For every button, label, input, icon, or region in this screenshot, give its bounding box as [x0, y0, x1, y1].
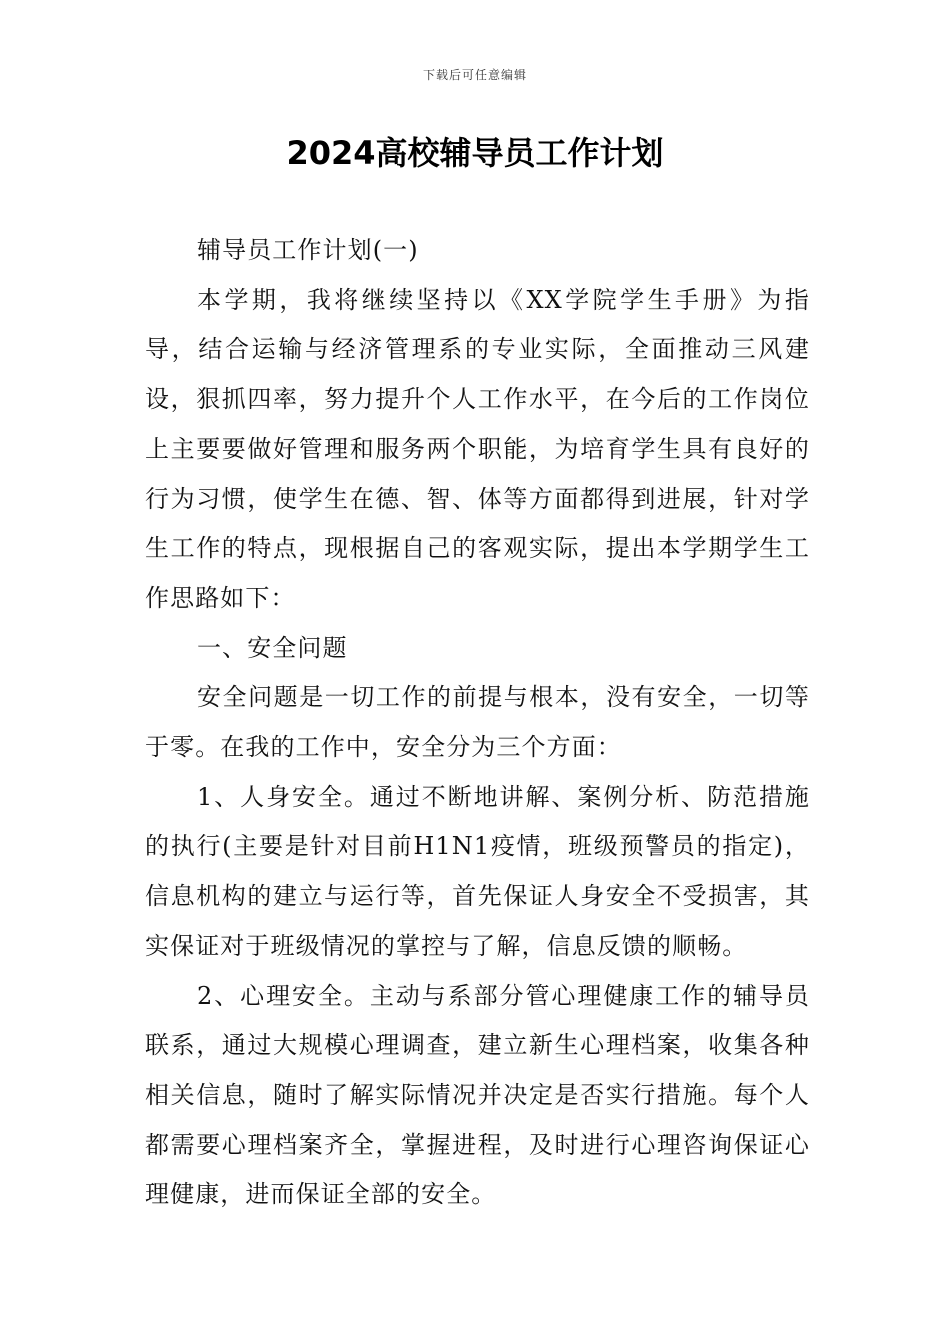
body-paragraph: 2、心理安全。主动与系部分管心理健康工作的辅导员联系，通过大规模心理调查，建立新生心理档案，收集各种相关信息，随时了解实际情况并决定是否实行措施。每个人都需要心理档案齐全，掌握进程，及时进行心理咨询保证心理健康，进而保证全部的安全。	[145, 981, 810, 1209]
document-body	[145, 226, 810, 1220]
body-paragraph: 本学期，我将继续坚持以《XX学院学生手册》为指导，结合运输与经济管理系的专业实际，全面推动三风建设，狠抓四率，努力提升个人工作水平，在今后的工作岗位上主要要做好管理和服务两个职能，为培育学生具有良好的行为习惯，使学生在德、智、体等方面都得到进展，针对学生工作的特点，现根据自己的客观实际，提出本学期学生工作思路如下：	[145, 285, 810, 612]
body-paragraph: 安全问题是一切工作的前提与根本，没有安全，一切等于零。在我的工作中，安全分为三个方面：	[145, 683, 810, 762]
body-paragraph: 1、人身安全。通过不断地讲解、案例分析、防范措施的执行(主要是针对目前H1N1疫情，班级预警员的指定)，信息机构的建立与运行等，首先保证人身安全不受损害，其实保证对于班级情况的掌控与了解，信息反馈的顺畅。	[145, 782, 810, 960]
section-heading: 一、安全问题	[197, 633, 348, 662]
header-note: 下载后可任意编辑	[422, 68, 527, 82]
section-heading: 辅导员工作计划(一)	[197, 236, 419, 264]
document-title: 2024高校辅导员工作计划	[286, 134, 664, 172]
